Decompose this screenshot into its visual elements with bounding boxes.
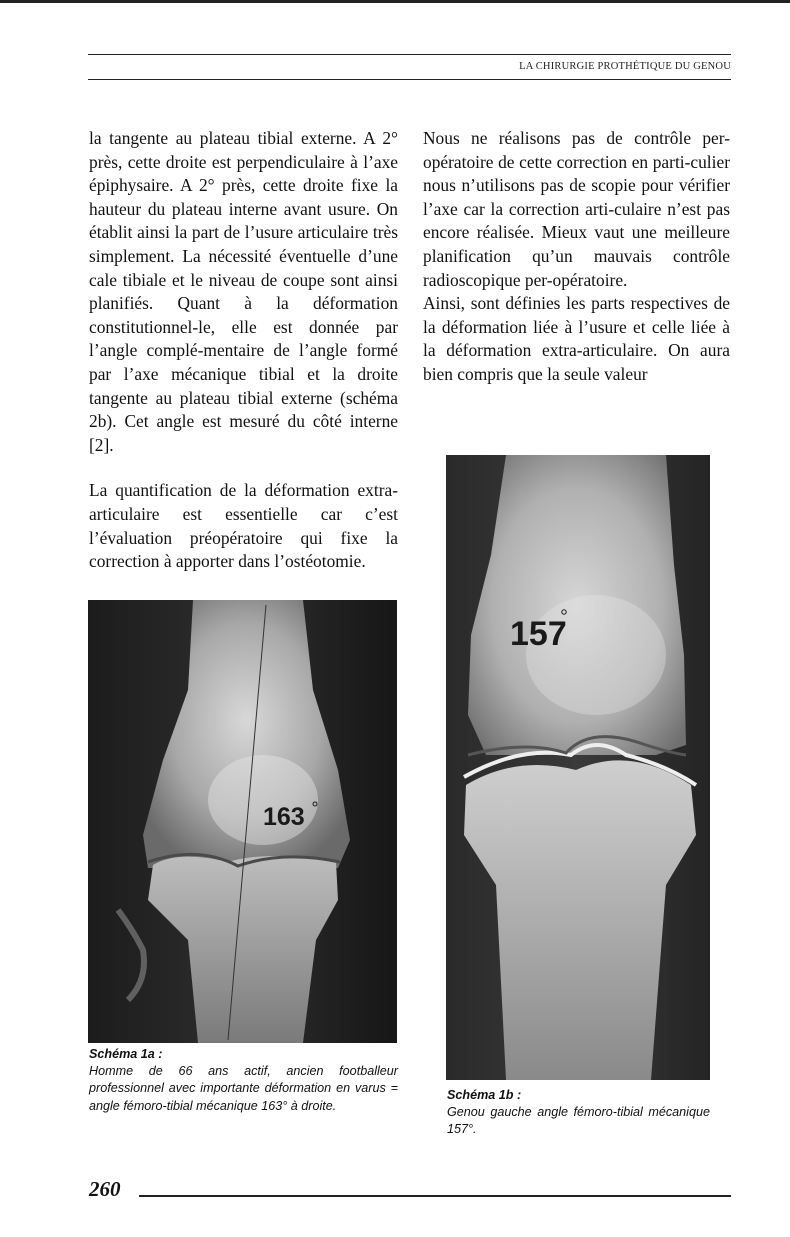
caption-1b-text: Genou gauche angle fémoro-tibial mécanique 157°. [447,1105,710,1137]
xray-figure-1a [88,600,397,1043]
right-column [423,127,730,387]
left-paragraph-2: La quantification de la déformation extra-articulaire est essentielle car c’est l’évaluation préopératoire qui fixe la correction à apporter dans l’ostéotomie. [89,480,398,572]
page-number: 260 [89,1177,121,1201]
angle-label-157: 157 [510,615,567,653]
knee-xray-1a-image [88,600,397,1043]
caption-1a-title: Schéma 1a : [89,1047,163,1061]
top-edge-rule [0,0,790,3]
caption-1a-text: Homme de 66 ans actif, ancien footballeur professionnel avec importante déformation en varus = angle fémoro-tibial mécanique 163° à droite. [89,1064,398,1113]
caption-1b-title: Schéma 1b : [447,1088,522,1102]
footer-rule [139,1195,731,1197]
left-paragraph-1: la tangente au plateau tibial externe. A 2° près, cette droite est perpendiculaire à l’axe épiphysaire. A 2° près, cette droite fixe la hauteur du plateau interne avant usure. On établit ainsi la part de l’usure articulaire très simplement. La nécessité éventuelle d’une cale tibiale et le niveau de coupe sont ainsi planifiés. Quant à la déformation constitutionnel-le, elle est donnée par l’angle complé-mentaire de l’angle formé par l’axe mécanique tibial et la droite tangente au plateau tibial externe (schéma 2b). Cet angle est mesuré du côté interne [2]. [89,128,398,455]
angle-label-163: 163 [263,803,305,831]
right-paragraph-2: Ainsi, sont définies les parts respectives de la déformation liée à l’usure et celle liée à la déformation extra-articulaire. On aura bien compris que la seule valeur [423,293,730,384]
header-rule-top [88,54,731,55]
left-column [89,127,398,574]
right-paragraph-1: Nous ne réalisons pas de contrôle per-opératoire de cette correction en parti-culier nous n’utilisons pas de scopie pour vérifier l’axe car la correction arti-culaire n’est pas encore réalisée. Mieux vaut une meilleure planification qu’un mauvais contrôle radioscopique per-opératoire. [423,128,730,290]
knee-xray-1b-image [446,455,710,1080]
xray-figure-1b [446,455,710,1080]
caption-1a [89,1046,398,1115]
header-rule-bottom [88,79,731,80]
caption-1b [447,1087,710,1139]
running-title: LA CHIRURGIE PROTHÉTIQUE DU GENOU [519,61,731,72]
